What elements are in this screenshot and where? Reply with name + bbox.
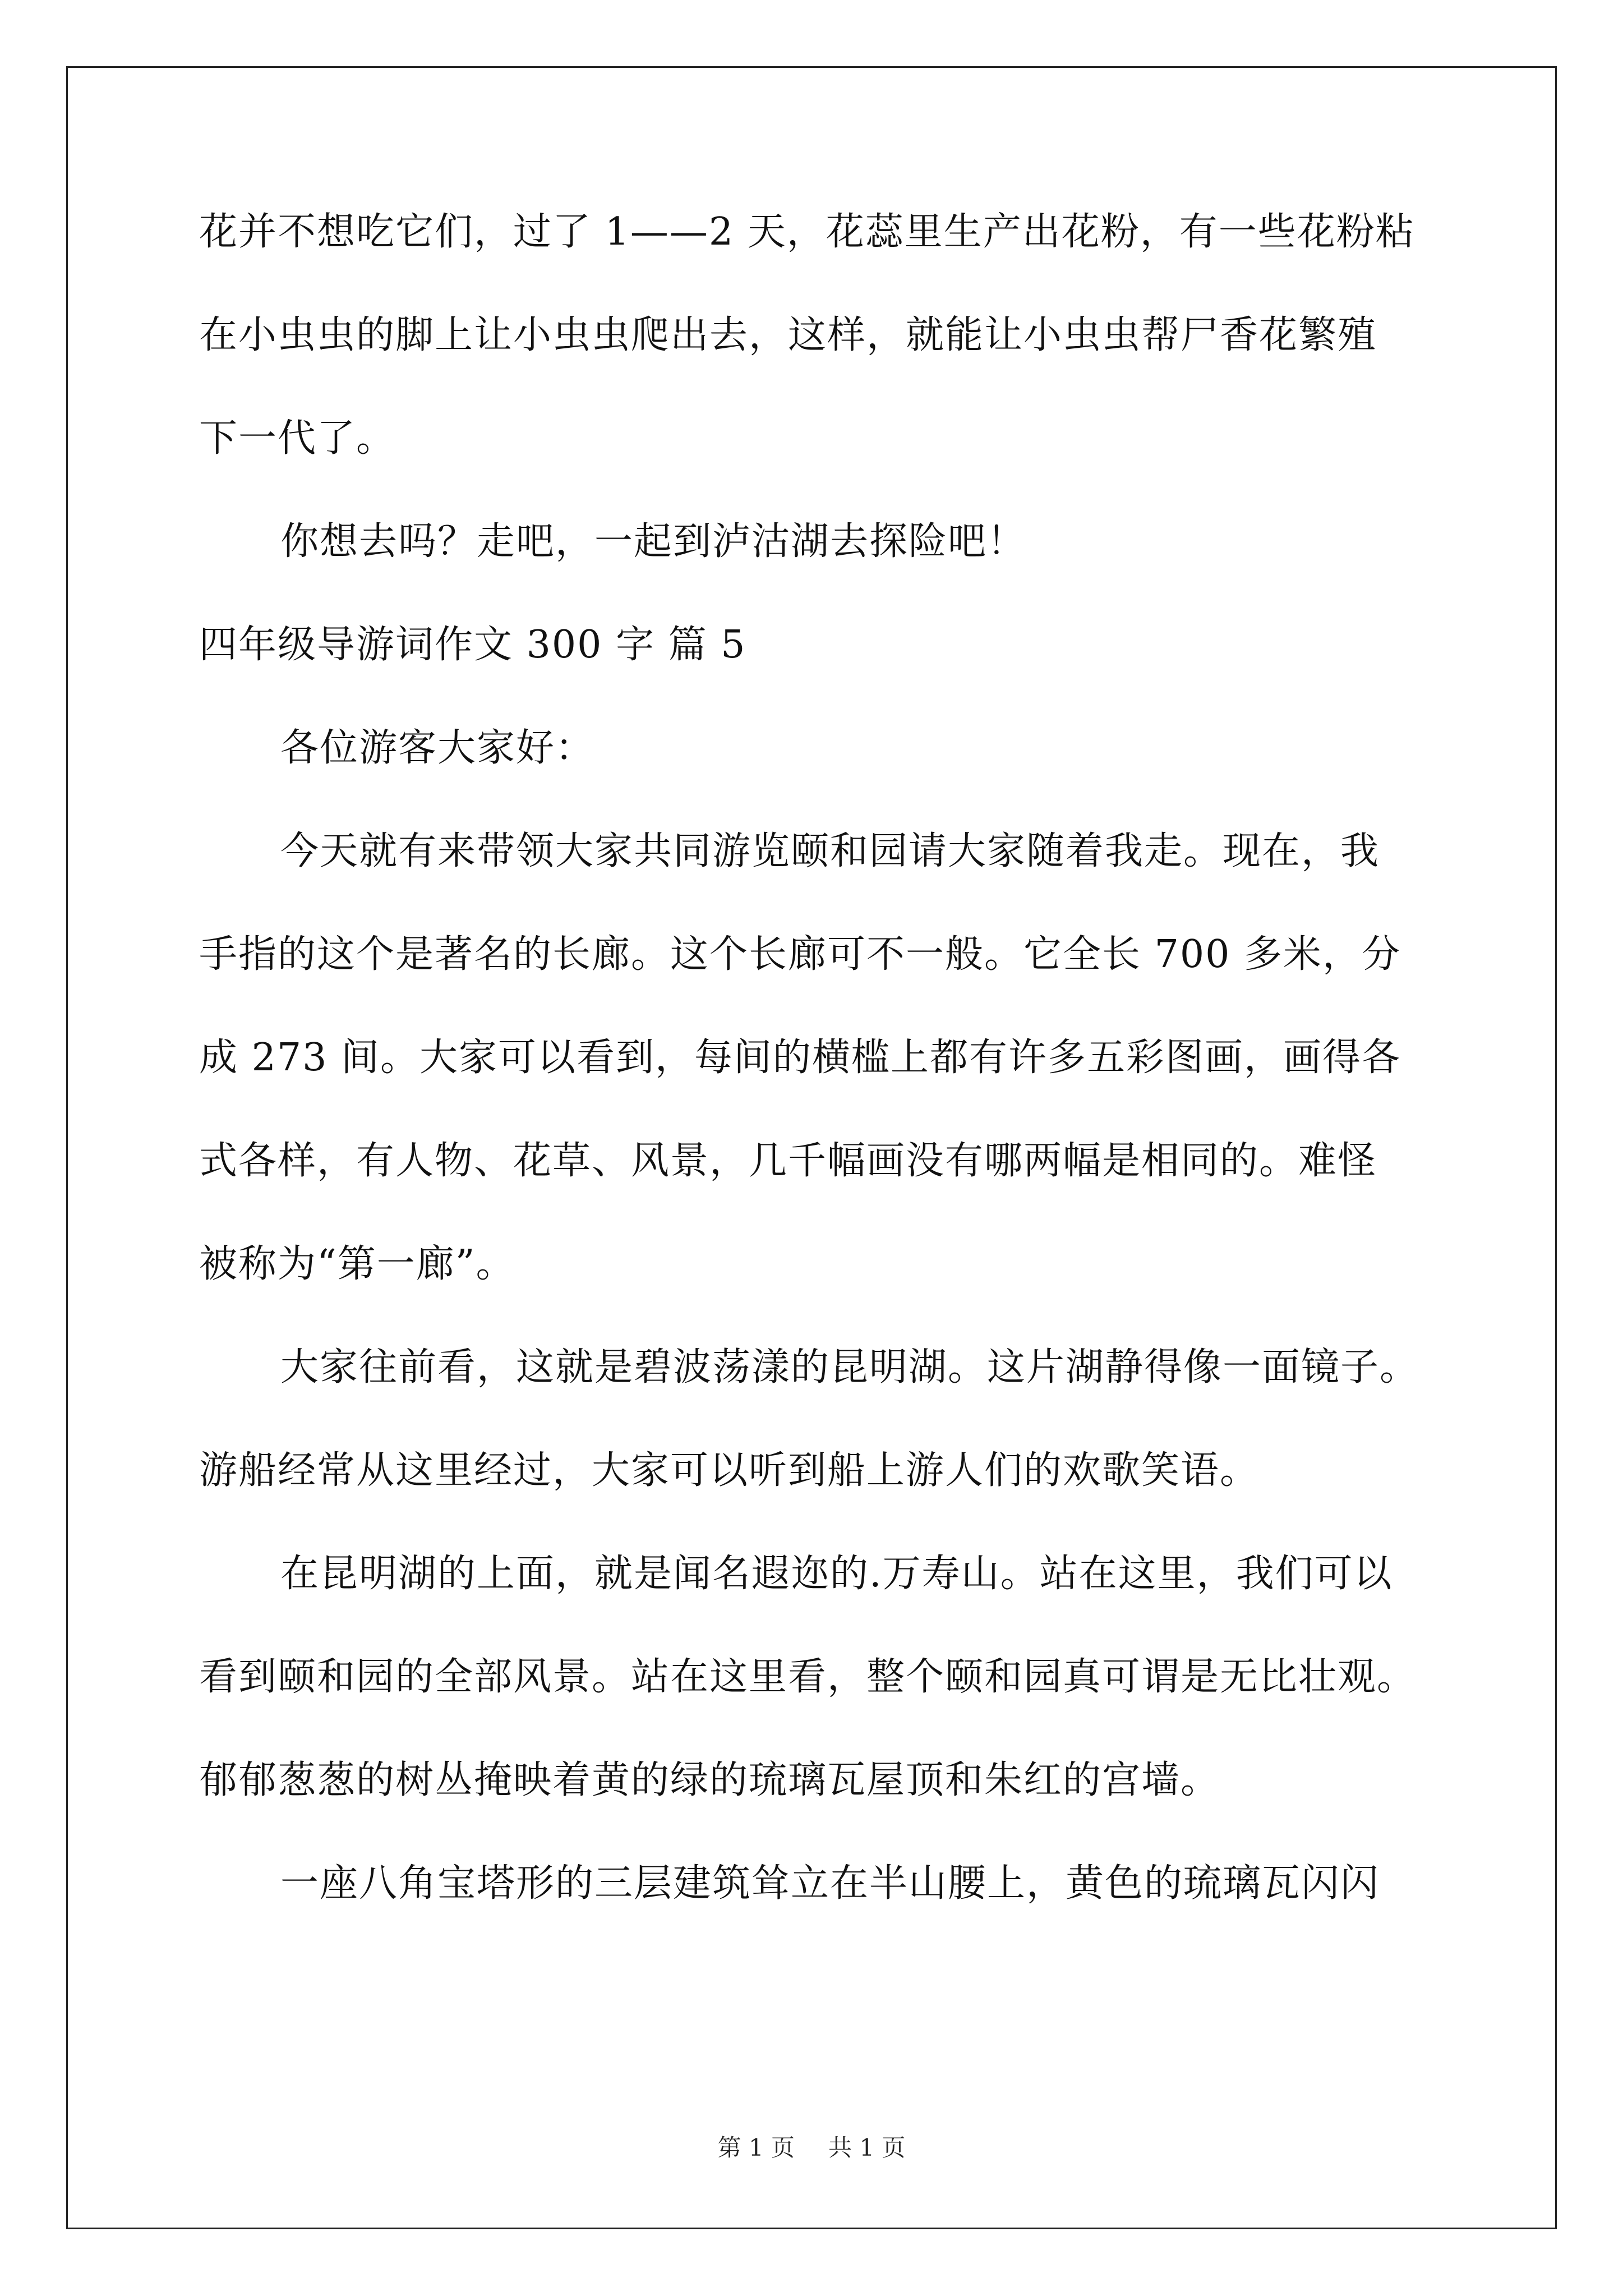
page-footer [0, 2136, 1623, 2160]
text-line: 游船经常从这里经过，大家可以听到船上游人们的欢歌笑语。 [199, 1448, 1260, 1493]
section-heading: 四年级导游词作文 300 字 篇 5 [199, 623, 746, 667]
text-line: 在昆明湖的上面，就是闻名遐迩的.万寿山。站在这里，我们可以 [280, 1552, 1393, 1596]
text-line: 一座八角宝塔形的三层建筑耸立在半山腰上，黄色的琉璃瓦闪闪 [280, 1861, 1380, 1906]
text-line: 成 273 间。大家可以看到，每间的横槛上都有许多五彩图画，画得各 [199, 1036, 1401, 1080]
text-line: 郁郁葱葱的树丛掩映着黄的绿的琉璃瓦屋顶和朱红的宫墙。 [199, 1758, 1220, 1802]
text-line: 被称为“第一廊”。 [199, 1242, 515, 1286]
page-total: 共 1 页 [828, 2134, 906, 2161]
text-line: 式各样，有人物、花草、风景，几千幅画没有哪两幅是相同的。难怪 [199, 1139, 1377, 1183]
text-line: 看到颐和园的全部风景。站在这里看，整个颐和园真可谓是无比壮观。 [199, 1655, 1417, 1699]
text-line: 大家往前看，这就是碧波荡漾的昆明湖。这片湖静得像一面镜子。 [280, 1345, 1419, 1389]
text-line: 你想去吗？走吧，一起到泸沽湖去探险吧！ [280, 519, 1027, 564]
greeting-line: 各位游客大家好： [280, 726, 595, 770]
text-line: 在小虫虫的脚上让小虫虫爬出去，这样，就能让小虫虫帮尸香花繁殖 [199, 313, 1377, 357]
text-line: 下一代了。 [199, 416, 396, 461]
text-line: 今天就有来带领大家共同游览颐和园请大家随着我走。现在，我 [280, 829, 1380, 873]
text-line: 手指的这个是著名的长廊。这个长廊可不一般。它全长 700 多米，分 [199, 932, 1401, 977]
page-number: 第 1 页 [717, 2134, 795, 2161]
document-body [199, 210, 1450, 1968]
text-line: 花并不想吃它们，过了 1——2 天，花蕊里生产出花粉，有一些花粉粘 [199, 210, 1415, 254]
